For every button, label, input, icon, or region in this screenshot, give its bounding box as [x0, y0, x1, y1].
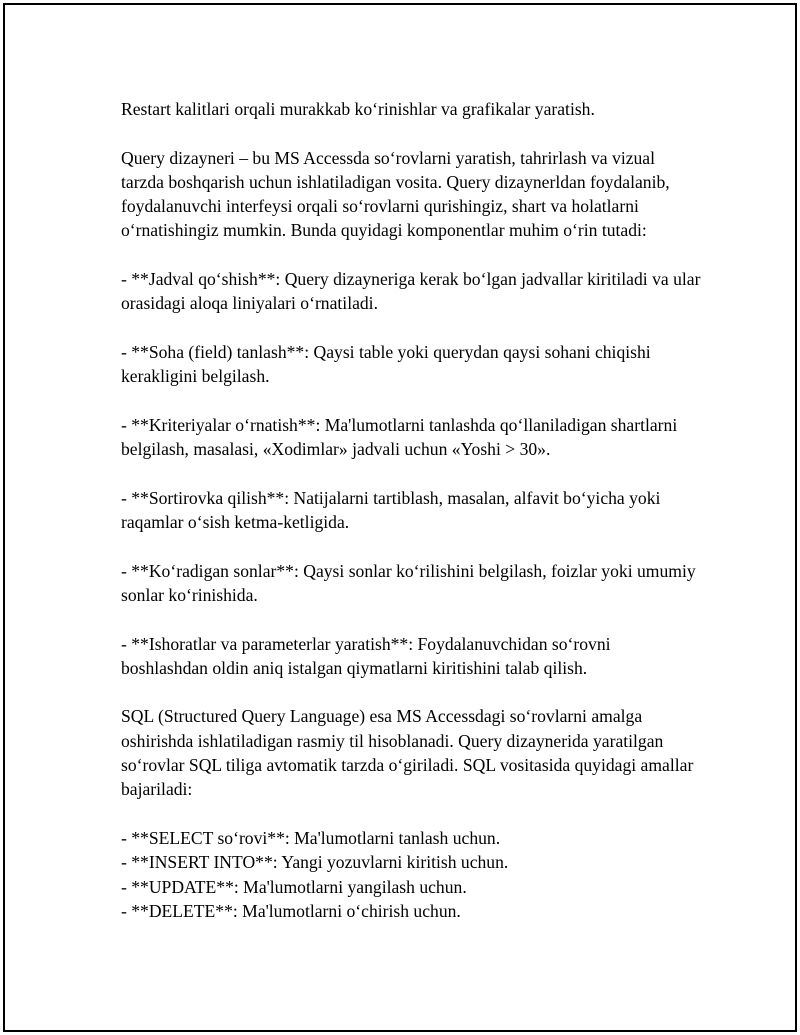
paragraph-gap [121, 389, 701, 413]
document-title: Restart kalitlari orqali murakkab ko‘rinishlar va grafikalar yaratish. [121, 99, 595, 119]
paragraph-gap [121, 607, 701, 631]
paragraph-gap [121, 534, 701, 558]
component-item-table-add: - **Jadval qo‘shish**: Query dizayneriga kerak bo‘lgan jadvallar kiritiladi va ular orasidagi aloqa liniyalari o‘rnatiladi. [121, 269, 701, 314]
paragraph-gap [121, 316, 701, 340]
sql-command-insert: - **INSERT INTO**: Yangi yozuvlarni kiritish uchun. [121, 852, 509, 873]
sql-paragraph: SQL (Structured Query Language) esa MS Accessdagi so‘rovlarni amalga oshirishda ishlatiladigan rasmiy til hisoblanadi. Query dizaynerida yaratilgan so‘rovlar SQL tiliga avtomatik tarzda o‘giriladi. SQL vositasida quyidagi amallar bajariladi: [121, 706, 694, 800]
component-item-sorting: - **Sortirovka qilish**: Natijalarni tartiblash, masalan, alfavit bo‘yicha yoki raqamlar o‘sish ketma-ketligida. [121, 487, 661, 533]
sql-command-select: - **SELECT so‘rovi**: Ma'lumotlarni tanlash uchun. [121, 827, 501, 848]
component-item-field-select: - **Soha (field) tanlash**: Qaysi table yoki querydan qaysi sohani chiqishi kerakligini belgilash. [121, 341, 651, 387]
paragraph-gap [121, 802, 701, 826]
document-body [121, 97, 701, 923]
paragraph-gap [121, 243, 701, 267]
paragraph-gap [121, 461, 701, 485]
sql-command-update: - **UPDATE**: Ma'lumotlarni yangilash uchun. [121, 876, 467, 897]
paragraph-gap [121, 121, 701, 145]
component-item-criteria: - **Kriteriyalar o‘rnatish**: Ma'lumotlarni tanlashda qo‘llaniladigan shartlarni belgilash, masalasi, «Xodimlar» jadvali uchun «Yoshi > 30». [121, 414, 678, 460]
component-item-visible-numbers: - **Ko‘radigan sonlar**: Qaysi sonlar ko‘rilishini belgilash, foizlar yoki umumiy sonlar ko‘rinishida. [121, 560, 696, 605]
component-item-parameters: - **Ishoratlar va parameterlar yaratish**: Foydalanuvchidan so‘rovni boshlashdan oldin aniq istalgan qiymatlarni kiritishini talab qilish. [121, 633, 611, 678]
intro-paragraph: Query dizayneri – bu MS Accessda so‘rovlarni yaratish, tahrirlash va vizual tarzda boshqarish uchun ishlatiladigan vosita. Query dizaynerldan foydalanib, foydalanuvchi interfeysi orqali so‘rovlarni qurishingiz, shart va holatlarni o‘rnatishingiz mumkin. Bunda quyidagi komponentlar muhim o‘rin tutadi: [121, 147, 670, 241]
sql-command-delete: - **DELETE**: Ma'lumotlarni o‘chirish uchun. [121, 900, 461, 921]
paragraph-gap [121, 680, 701, 704]
page-frame [3, 3, 797, 1032]
